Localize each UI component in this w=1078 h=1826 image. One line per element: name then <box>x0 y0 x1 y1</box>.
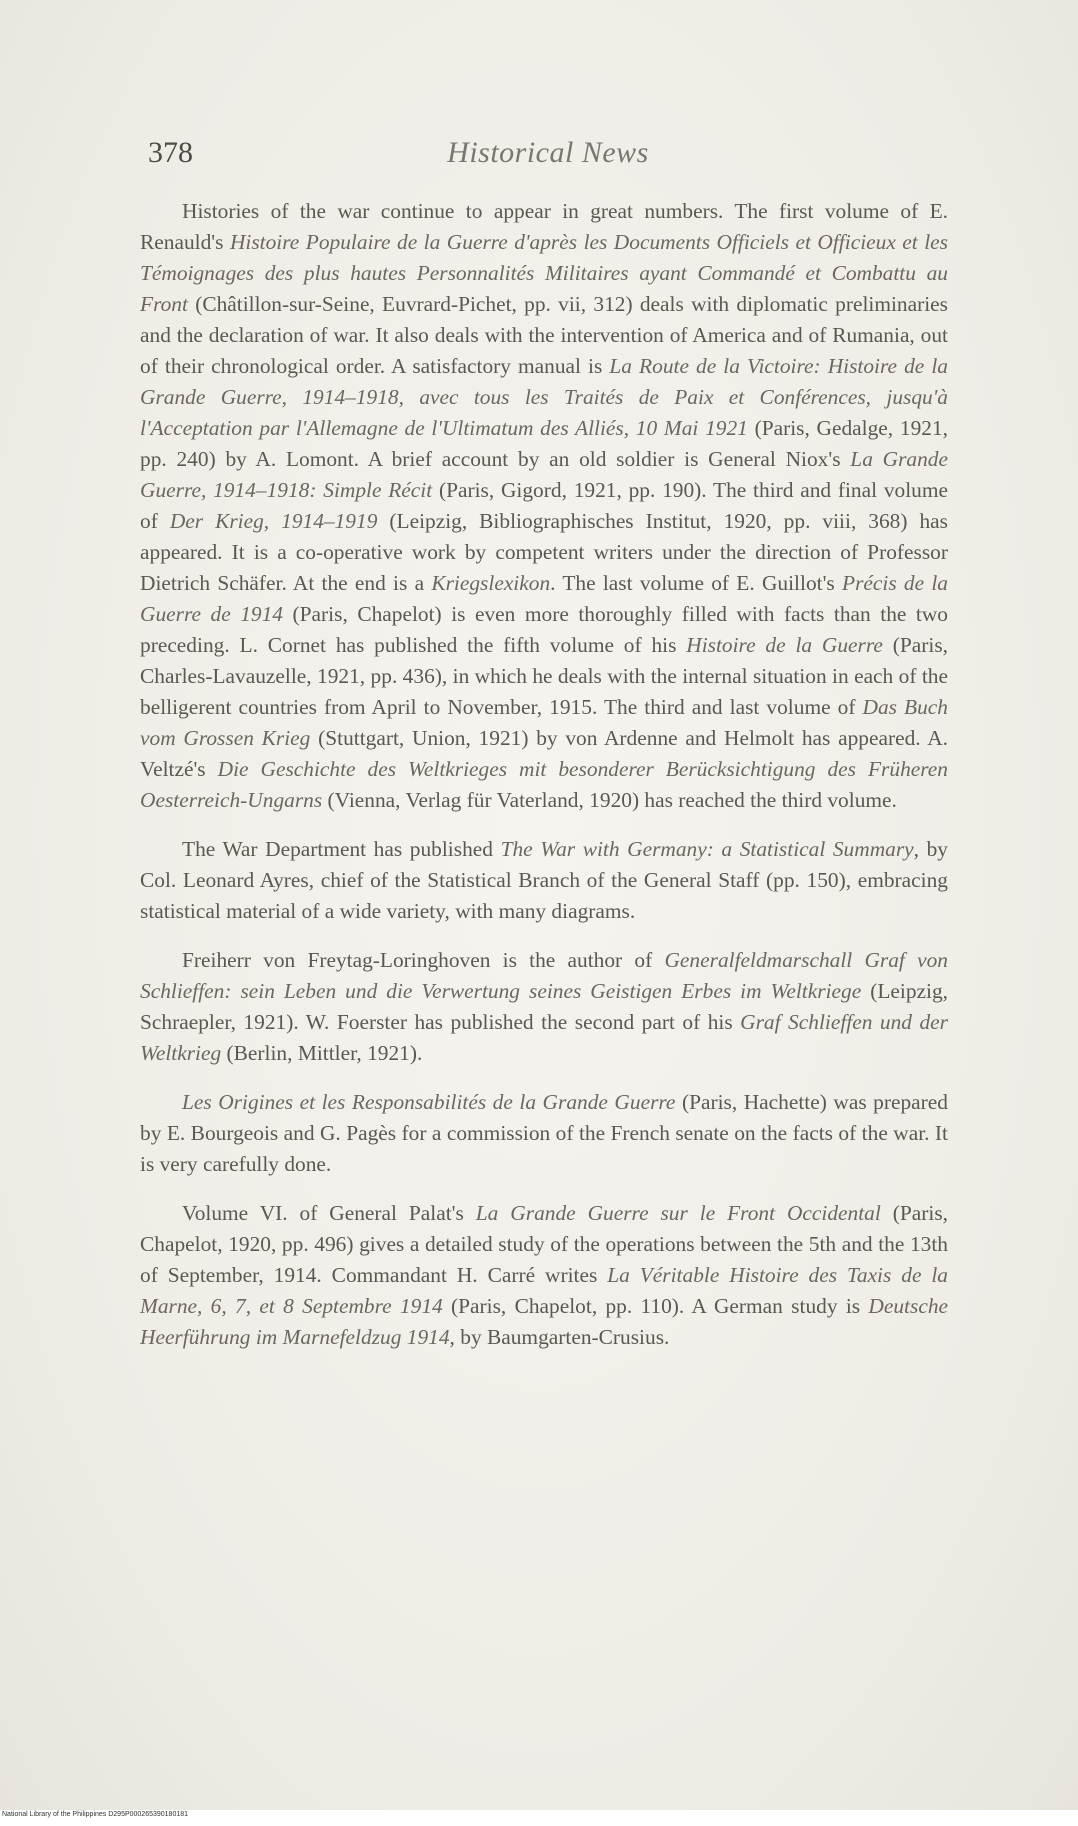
italic-title: Histoire Populaire de la Guerre d'après les Documents Officiels et Officieux et les Témoignages des plus hautes Personnalités Militaires ayant Commandé et Combattu au Front <box>140 230 948 316</box>
text-run: (Paris, Chapelot, pp. 110). A German study is <box>442 1294 869 1318</box>
scan-footer-text: National Library of the Philippines D295P000265390180181 <box>2 1811 189 1818</box>
italic-title: Generalfeldmarschall Graf von Schlieffen: sein Leben und die Verwertung seines Geistigen Erbes im Weltkriege <box>140 948 948 1003</box>
text-run: (Paris, Gedalge, 1921, pp. 240) by A. Lomont. A brief account by an old soldier is General Niox's <box>140 416 948 471</box>
italic-title: Der Krieg, 1914–1919 <box>169 509 378 533</box>
text-run: (Paris, Hachette) was prepared by E. Bourgeois and G. Pagès for a commission of the French senate on the facts of the war. It is very carefully done. <box>140 1090 948 1176</box>
text-run: (Berlin, Mittler, 1921). <box>221 1041 423 1065</box>
text-run: (Leipzig, Bibliographisches Institut, 1920, pp. viii, 368) has appeared. It is a co-operative work by competent writers under the direction of Professor Dietrich Schäfer. At the end is a <box>140 509 948 595</box>
italic-title: La Grande Guerre, 1914–1918: Simple Récit <box>140 447 948 502</box>
text-run: (Paris, Chapelot, 1920, pp. 496) gives a detailed study of the operations between the 5th and the 13th of September, 1914. Commandant H. Carré writes <box>140 1201 949 1287</box>
italic-title: La Grande Guerre sur le Front Occidental <box>475 1201 881 1225</box>
paragraph <box>140 196 948 816</box>
running-title: Historical News <box>447 136 649 169</box>
text-run: (Leipzig, Schraepler, 1921). W. Foerster has published the second part of his <box>140 979 948 1034</box>
text-run: Freiherr von Freytag-Loringhoven is the author of <box>182 948 665 972</box>
text-run: . The last volume of E. Guillot's <box>550 571 843 595</box>
page-number: 378 <box>148 136 193 169</box>
italic-title: The War with Germany: a Statistical Summary <box>500 837 914 861</box>
text-run: Histories of the war continue to appear in great numbers. The first volume of E. Renauld's <box>140 199 948 254</box>
italic-title: Histoire de la Guerre <box>686 633 883 657</box>
paragraph <box>140 834 948 927</box>
paragraph <box>140 1087 948 1180</box>
text-run: The War Department has published <box>182 837 501 861</box>
text-run: (Stuttgart, Union, 1921) by von Ardenne and Helmolt has appeared. A. Veltzé's <box>140 726 948 781</box>
italic-title: Précis de la Guerre de 1914 <box>140 571 948 626</box>
paragraph <box>140 945 948 1069</box>
italic-title: Deutsche Heerführung im Marnefeldzug 1914 <box>140 1294 949 1349</box>
italic-title: Graf Schlieffen und der Weltkrieg <box>140 1010 948 1065</box>
text-run: (Châtillon-sur-Seine, Euvrard-Pichet, pp. vii, 312) deals with diplomatic preliminaries and the declaration of war. It also deals with the intervention of America and of Rumania, out of their chronological order. A satisfactory manual is <box>140 292 948 378</box>
text-run: (Paris, Gigord, 1921, pp. 190). The third and final volume of <box>140 478 948 533</box>
text-run: , by Baumgarten-Crusius. <box>449 1325 670 1349</box>
italic-title: Kriegslexikon <box>431 571 551 595</box>
italic-title: La Route de la Victoire: Histoire de la Grande Guerre, 1914–1918, avec tous les Traités de Paix et Conférences, jusqu'à l'Acceptation par l'Allemagne de l'Ultimatum des Alliés, 10 Mai 1921 <box>140 354 948 440</box>
text-run: (Paris, Charles-Lavauzelle, 1921, pp. 436), in which he deals with the internal situation in each of the belligerent countries from April to November, 1915. The third and last volume of <box>140 633 948 719</box>
text-run: , by Col. Leonard Ayres, chief of the Statistical Branch of the General Staff (pp. 150), embracing statistical material of a wide variety, with many diagrams. <box>140 837 948 923</box>
page-header <box>148 132 948 182</box>
text-run: (Paris, Chapelot) is even more thoroughly filled with facts than the two preceding. L. Cornet has published the fifth volume of his <box>140 602 948 657</box>
italic-title: Die Geschichte des Weltkrieges mit besonderer Berücksichtigung des Früheren Oesterreich-Ungarns <box>140 757 948 812</box>
italic-title: Les Origines et les Responsabilités de la Grande Guerre <box>182 1090 676 1114</box>
paragraph <box>140 1198 948 1353</box>
italic-title: La Véritable Histoire des Taxis de la Marne, 6, 7, et 8 Septembre 1914 <box>140 1263 949 1318</box>
text-run: (Vienna, Verlag für Vaterland, 1920) has reached the third volume. <box>322 788 897 812</box>
article-body <box>140 196 948 1371</box>
text-run: Volume VI. of General Palat's <box>182 1201 476 1225</box>
italic-title: Das Buch vom Grossen Krieg <box>140 695 948 750</box>
